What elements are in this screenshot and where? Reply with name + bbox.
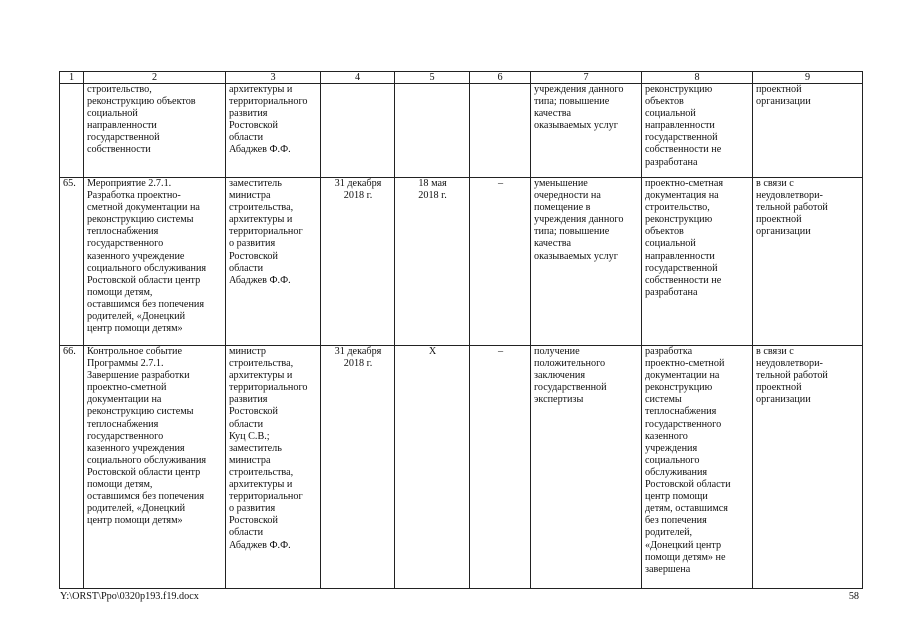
- event-name: строительство, реконструкцию объектов социальной направленности государственной собственности: [84, 84, 226, 178]
- planned-date: 31 декабря 2018 г.: [321, 178, 395, 346]
- planned-date: [321, 84, 395, 178]
- planned-date: 31 декабря 2018 г.: [321, 346, 395, 589]
- column-6-value: –: [470, 178, 531, 346]
- actual-result: реконструкцию объектов социальной направленности государственной собственности не разработана: [642, 84, 753, 178]
- responsible-executor: заместитель министра строительства, архитектуры и территориальног о развития Ростовской области Абаджев Ф.Ф.: [226, 178, 321, 346]
- column-number: 2: [84, 72, 226, 84]
- page-number: 58: [848, 591, 859, 602]
- column-number: 5: [395, 72, 470, 84]
- responsible-executor: архитектуры и территориального развития Ростовской области Абаджев Ф.Ф.: [226, 84, 321, 178]
- document-file-path: Y:\ORST\Ppo\0320p193.f19.docx: [60, 591, 199, 602]
- column-number: 6: [470, 72, 531, 84]
- event-name: Мероприятие 2.7.1. Разработка проектно- сметной документации на реконструкцию системы теплоснабжения государственного казенного учреждение социального обслуживания Ростовской области центр помощи детям, оставшимся без попечения родителей, «Донецкий центр помощи детям»: [84, 178, 226, 346]
- actual-result: проектно-сметная документация на строительство, реконструкцию объектов социальной направленности государственной собственности не разработана: [642, 178, 753, 346]
- column-number: 3: [226, 72, 321, 84]
- responsible-executor: министр строительства, архитектуры и территориального развития Ростовской области Куц С.В.; заместитель министра строительства, архитектуры и территориальног о развития Ростовской области Абаджев Ф.Ф.: [226, 346, 321, 589]
- report-table: [59, 71, 863, 589]
- event-name: Контрольное событие Программы 2.7.1. Завершение разработки проектно-сметной документации на реконструкцию системы теплоснабжения государственного казенного учреждения социального обслуживания Ростовской области центр помощи детям, оставшимся без попечения родителей, «Донецкий центр помощи детям»: [84, 346, 226, 589]
- column-6-value: –: [470, 346, 531, 589]
- column-number-header-row: [60, 72, 863, 84]
- actual-date: [395, 84, 470, 178]
- column-number: 8: [642, 72, 753, 84]
- table-row: [60, 178, 863, 346]
- actual-result: разработка проектно-сметной документации на реконструкцию системы теплоснабжения государственного казенного учреждения социального обслуживания Ростовской области центр помощи детям, оставшимся без попечения родителей, «Донецкий центр помощи детям» не завершена: [642, 346, 753, 589]
- reasons: в связи с неудовлетвори- тельной работой проектной организации: [753, 178, 863, 346]
- reasons: проектной организации: [753, 84, 863, 178]
- column-number: 9: [753, 72, 863, 84]
- row-number: [60, 84, 84, 178]
- actual-date: 18 мая 2018 г.: [395, 178, 470, 346]
- column-number: 4: [321, 72, 395, 84]
- column-6-value: [470, 84, 531, 178]
- column-number: 1: [60, 72, 84, 84]
- row-number: 66.: [60, 346, 84, 589]
- reasons: в связи с неудовлетвори- тельной работой проектной организации: [753, 346, 863, 589]
- planned-result: уменьшение очередности на помещение в учреждения данного типа; повышение качества оказываемых услуг: [531, 178, 642, 346]
- table-row: [60, 84, 863, 178]
- row-number: 65.: [60, 178, 84, 346]
- planned-result: учреждения данного типа; повышение качества оказываемых услуг: [531, 84, 642, 178]
- actual-date: Х: [395, 346, 470, 589]
- table-row: [60, 346, 863, 589]
- column-number: 7: [531, 72, 642, 84]
- planned-result: получение положительного заключения государственной экспертизы: [531, 346, 642, 589]
